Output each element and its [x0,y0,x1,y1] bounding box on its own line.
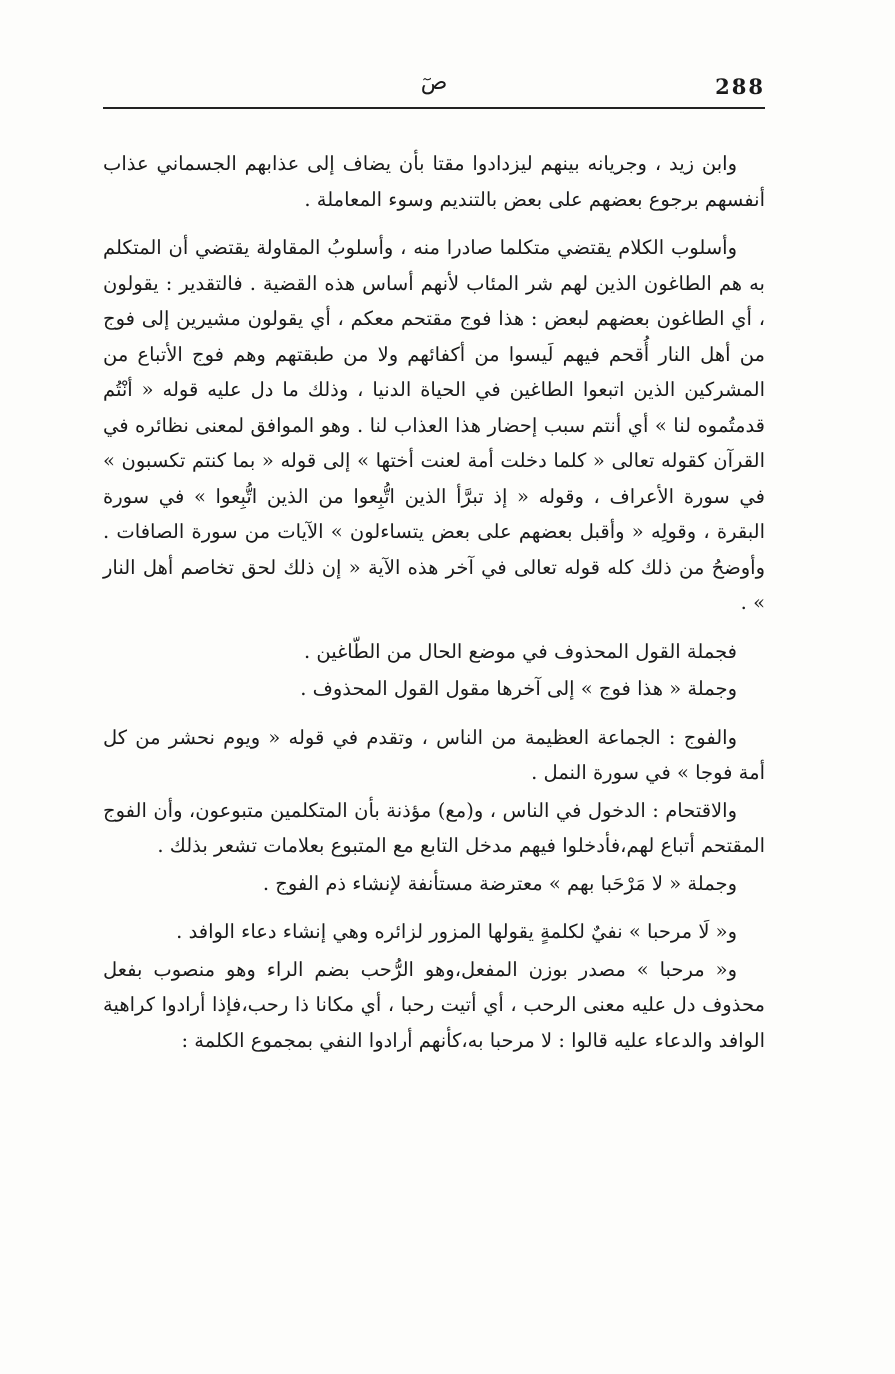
paragraph: وجملة « لا مَرْحَبا بهم » معترضة مستأنفة لإنشاء ذم الفوج . [262,871,737,895]
header-rule [103,107,765,109]
paragraph: وأسلوب الكلام يقتضي متكلما صادرا منه ، وأسلوبُ المقاولة يقتضي أن المتكلم به هم الطاغون الذين لهم شر المئاب لأنهم أساس هذه القضية . فالتقدير : يقولون ، أي الطاغون بعضهم لبعض : هذا فوج مقتحم معكم ، أي يقولون مشيرين إلى فوج من أهل النار أُقحم فيهم لَيسوا من أكفائهم ولا من طبقتهم وهم فوج الأتباع من المشركين الذين اتبعوا الطاغين في الحياة الدنيا ، وذلك ما دل عليه قوله « أنْتُم قدمتُموه لنا » أي أنتم سبب إحضار هذا العذاب لنا . وهو الموافق لمعنى نظائره في القرآن كقوله تعالى « كلما دخلت أمة لعنت أختها » إلى قوله « بما كنتم تكسبون » في سورة الأعراف ، وقوله « إذ تبرَّأ الذين اتُّبِعوا من الذين اتُّبِعوا » في سورة البقرة ، وقولِه « وأقبل بعضهم على بعض يتساءلون » الآيات من سورة الصافات . وأوضحُ من ذلك كله قوله تعالى في آخر هذه الآية « إن ذلك لحق تخاصم أهل النار » . [103,236,765,614]
paragraph: وابن زيد ، وجريانه بينهم ليزدادوا مقتا بأن يضاف إلى عذابهم الجسماني عذاب أنفسهم برجوع بعضهم على بعض بالتنديم وسوء المعاملة . [103,152,765,211]
paragraph: و« مرحبا » مصدر بوزن المفعل،وهو الرُّحب بضم الراء وهو منصوب بفعل محذوف دل عليه معنى الرحب ، أي أتيت رحبا ، أي مكانا ذا رحب،فإذا أرادوا كراهية الوافد والدعاء عليه قالوا : لا مرحبا به،كأنهم أرادوا النفي بمجموع الكلمة : [103,957,765,1052]
body-text [103,146,765,1058]
paragraph: والفوج : الجماعة العظيمة من الناس ، وتقدم في قوله « ويوم نحشر من كل أمة فوجا » في سورة النمل . [103,725,765,784]
page-header [103,66,765,106]
paragraph: فجملة القول المحذوف في موضع الحال من الطّاغين . [303,639,737,663]
paragraph: و« لَا مرحبا » نفيٌ لكلمةٍ يقولها المزور لزائره وهي إنشاء دعاء الوافد . [176,920,737,943]
running-head: صٓ [420,70,448,95]
paragraph: والاقتحام : الدخول في الناس ، و(مع) مؤذنة بأن المتكلمين متبوعون، وأن الفوج المقتحم أتباع لهم،فأدخلوا فيهم مدخل التابع مع المتبوع بعلامات تشعر بذلك . [103,798,765,857]
paragraph: وجملة « هذا فوج » إلى آخرها مقول القول المحذوف . [300,677,737,700]
page-number: 288 [715,74,765,99]
